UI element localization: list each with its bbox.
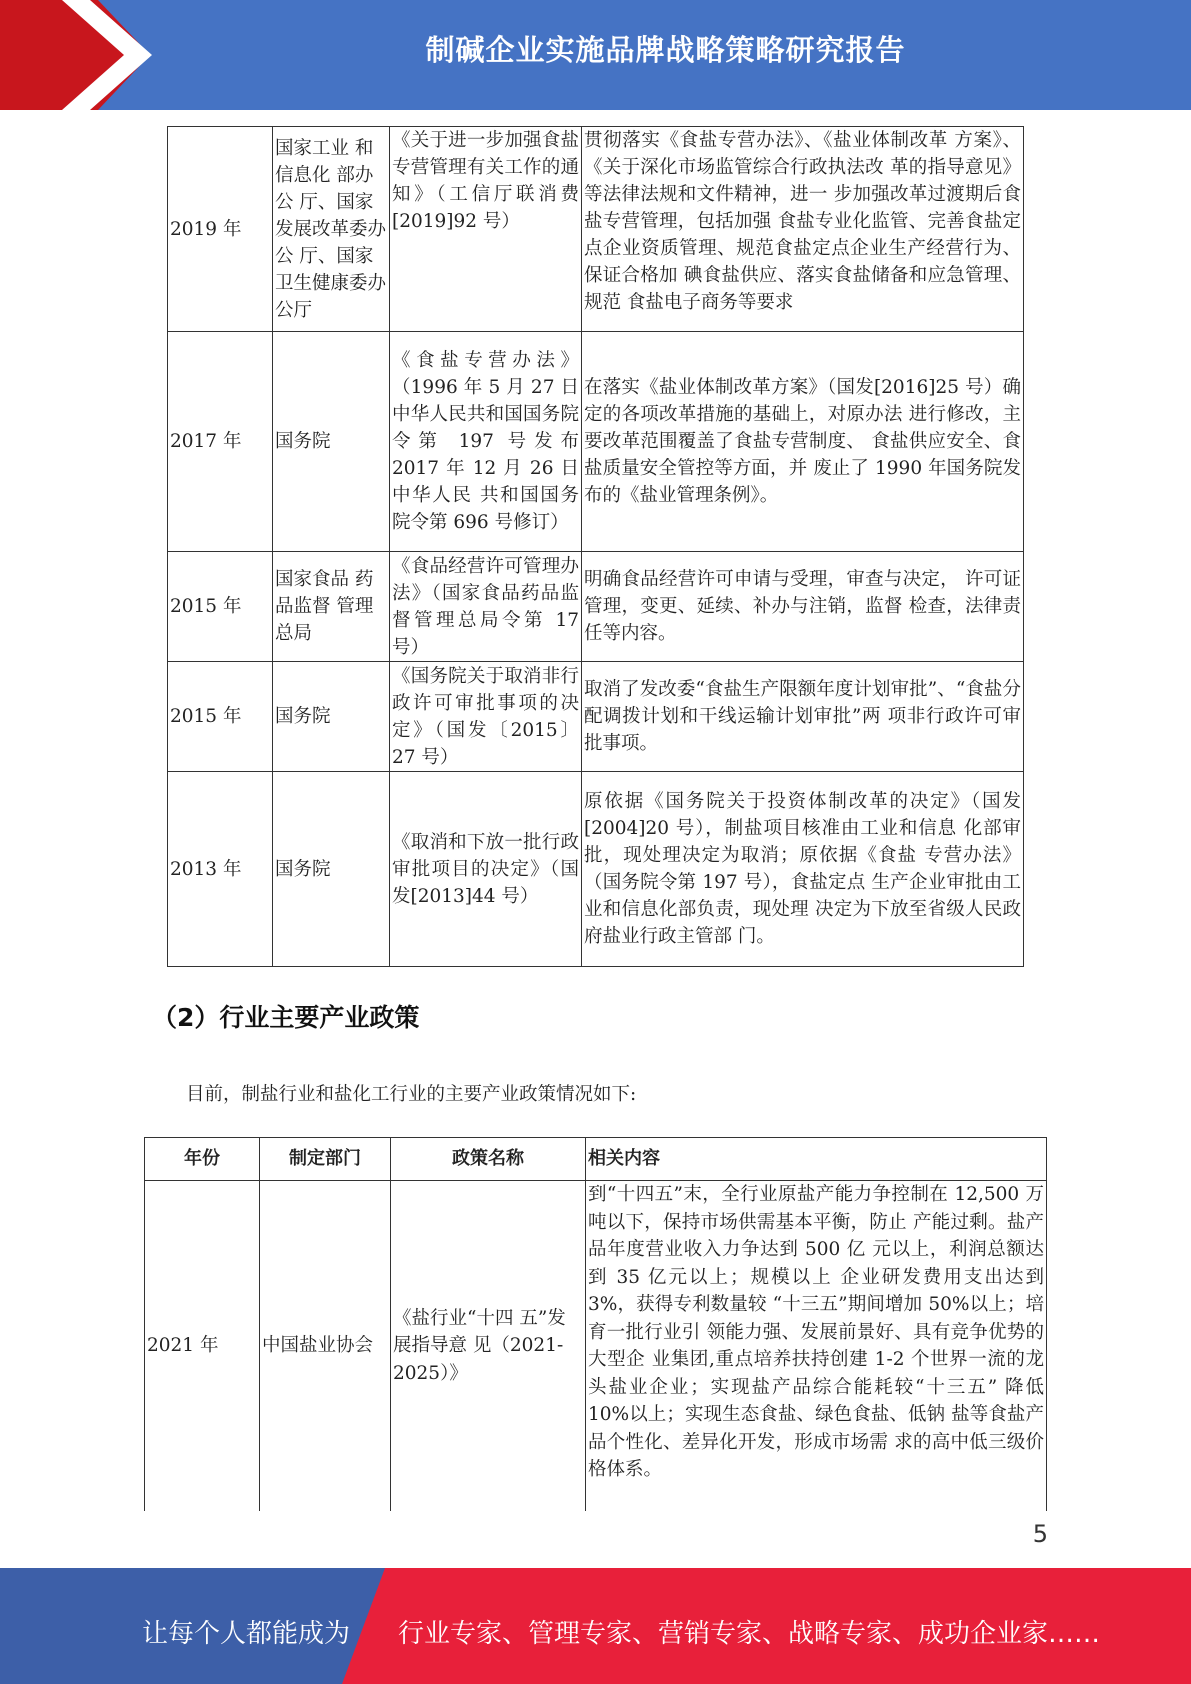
year-cell: 2017 年 — [168, 332, 273, 552]
content-cell: 贯彻落实《食盐专营办法》、《盐业体制改革 方案》、《关于深化市场监管综合行政执法改 革的指导意见》等法律法规和文件精神，进一 步加强改革过渡期后食盐专营管理，包括加强 食盐专业化监管、完善食盐定点企业资质管理、规范食盐定点企业生产经营行为、保证合格加 碘食盐供应、落实食盐储备和应急管理、规范 食盐电子商务等要求 — [582, 127, 1024, 332]
dept-cell: 国务院 — [273, 332, 390, 552]
content-cell: 到“十四五”末，全行业原盐产能力争控制在 12,500 万吨以下，保持市场供需基本平衡，防止 产能过剩。盐产品年度营业收入力争达到 500 亿 元以上，利润总额达到 35 亿元以上；规模以上 企业研发费用支出达到 3%，获得专利数量较 “十三五”期间增加 50%以上；培育一批行业引 领能力强、发展前景好、具有竞争优势的大型企 业集团,重点培养扶持创建 1-2 个世界一流的龙 头盐业企业；实现盐产品综合能耗较“十三五” 降低 10%以上；实现生态食盐、绿色食盐、低钠 盐等食盐产品个性化、差异化开发，形成市场需 求的高中低三级价格体系。 — [586, 1181, 1047, 1511]
year-cell: 2021 年 — [145, 1181, 260, 1511]
policy-cell: 《关于进一步加强食盐专营管理有关工作的通知》（工信厅联消费[2019]92 号） — [390, 127, 582, 332]
year-cell: 2019 年 — [168, 127, 273, 332]
content-cell: 在落实《盐业体制改革方案》（国发[2016]25 号）确定的各项改革措施的基础上，对原办法 进行修改，主要改革范围覆盖了食盐专营制度、 食盐供应安全、食盐质量安全管控等方面，并 废止了 1990 年国务院发布的《盐业管理条例》。 — [582, 332, 1024, 552]
dept-cell: 国务院 — [273, 772, 390, 967]
header-year: 年份 — [145, 1138, 260, 1181]
footer-slogan-left: 让每个人都能成为 — [142, 1619, 351, 1649]
industry-policy-table — [144, 1137, 1047, 1511]
dept-cell: 国家食品 药品监督 管理总局 — [273, 552, 390, 662]
table-row — [168, 332, 1024, 552]
content-cell: 明确食品经营许可申请与受理，审查与决定， 许可证管理，变更、延续、补办与注销，监督 检查，法律责任等内容。 — [582, 552, 1024, 662]
policy-cell: 《食品经营许可管理办法》（国家食品药品监督管理总局令第 17 号） — [390, 552, 582, 662]
content-cell: 取消了发改委“食盐生产限额年度计划审批”、“食盐分配调拨计划和干线运输计划审批”两 项非行政许可审批事项。 — [582, 662, 1024, 772]
section-intro: 目前，制盐行业和盐化工行业的主要产业政策情况如下: — [186, 1084, 637, 1105]
dept-cell: 国家工业 和信息化 部办公 厅、国家发展改革委办公 厅、国家 卫生健康委办公厅 — [273, 127, 390, 332]
year-cell: 2015 年 — [168, 552, 273, 662]
section-heading: （2）行业主要产业政策 — [152, 1003, 420, 1032]
table-row — [145, 1181, 1047, 1511]
table-row — [168, 662, 1024, 772]
table-row — [168, 127, 1024, 332]
report-title: 制碱企业实施品牌战略策略研究报告 — [425, 33, 906, 67]
dept-cell: 中国盐业协会 — [260, 1181, 391, 1511]
content-cell: 原依据《国务院关于投资体制改革的决定》（国发[2004]20 号），制盐项目核准由工业和信息 化部审批，现处理决定为取消；原依据《食盐 专营办法》（国务院令第 197 号），食盐定点 生产企业审批由工业和信息化部负责，现处理 决定为下放至省级人民政府盐业行政主管部 门。 — [582, 772, 1024, 967]
table-row — [168, 552, 1024, 662]
year-cell: 2015 年 — [168, 662, 273, 772]
table-row — [168, 772, 1024, 967]
year-cell: 2013 年 — [168, 772, 273, 967]
policy-cell: 《取消和下放一批行政审批项目的决定》（国发[2013]44 号） — [390, 772, 582, 967]
table-header-row — [145, 1138, 1047, 1181]
policy-cell: 《食盐专营办法》（1996 年 5 月 27 日中华人民共和国国务院令第 197 号发布 2017 年 12 月 26 日中华人民 共和国国务院令第 696 号修订） — [390, 332, 582, 552]
policy-cell: 《盐行业“十四 五”发展指导意 见（2021-2025）》 — [391, 1181, 586, 1511]
header-dept: 制定部门 — [260, 1138, 391, 1181]
header-policy: 政策名称 — [391, 1138, 586, 1181]
header-content: 相关内容 — [586, 1138, 1047, 1181]
policy-cell: 《国务院关于取消非行政许可审批事项的决定》（国发〔2015〕 27 号） — [390, 662, 582, 772]
page-number: 5 — [1032, 1520, 1048, 1548]
dept-cell: 国务院 — [273, 662, 390, 772]
policy-table-continued — [167, 126, 1024, 967]
footer-slogan-right: 行业专家、管理专家、营销专家、战略专家、成功企业家…… — [398, 1619, 1101, 1649]
